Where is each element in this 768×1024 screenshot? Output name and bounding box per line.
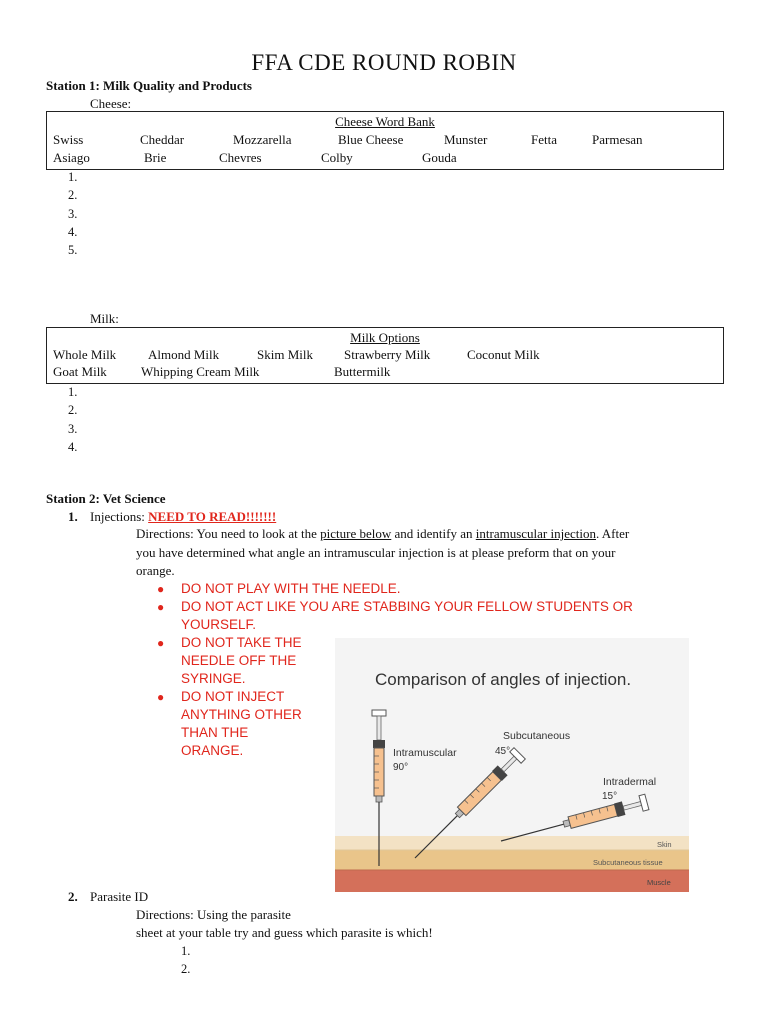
cheese-option: Swiss bbox=[53, 132, 84, 147]
subcutaneous-tissue-label: Subcutaneous tissue bbox=[593, 858, 663, 867]
intramuscular-link: intramuscular injection bbox=[475, 526, 596, 541]
station-1-heading: Station 1: Milk Quality and Products bbox=[46, 78, 252, 93]
cheese-word-bank bbox=[46, 111, 724, 170]
bullet-icon: ● bbox=[157, 636, 165, 650]
list-item: 4. bbox=[68, 439, 78, 454]
warning-text: YOURSELF. bbox=[181, 617, 257, 632]
parasite-id-label: Parasite ID bbox=[90, 889, 149, 904]
list-item: 1. bbox=[68, 170, 78, 184]
subcutaneous-angle: 45° bbox=[495, 746, 511, 757]
muscle-label: Muscle bbox=[647, 878, 671, 887]
intramuscular-label: Intramuscular bbox=[393, 747, 457, 759]
warning-text: NEEDLE OFF THE bbox=[181, 653, 297, 668]
cheese-option: Parmesan bbox=[592, 132, 643, 147]
item-2-number: 2. bbox=[68, 889, 78, 904]
cheese-option: Colby bbox=[321, 150, 353, 165]
directions-text: Directions: You need to look at the bbox=[136, 526, 317, 541]
cheese-label: Cheese: bbox=[90, 96, 132, 111]
milk-option: Goat Milk bbox=[53, 364, 107, 379]
warning-text: DO NOT TAKE THE bbox=[181, 635, 302, 650]
milk-option: Skim Milk bbox=[257, 347, 313, 362]
cheese-option: Cheddar bbox=[140, 132, 185, 147]
cheese-option: Blue Cheese bbox=[338, 132, 404, 147]
directions-text: you have determined what angle an intramuscular injection is at please preform that on your bbox=[136, 544, 616, 560]
list-item: 3. bbox=[68, 421, 78, 436]
directions-text: orange. bbox=[136, 563, 175, 578]
injection-angles-figure bbox=[335, 638, 689, 892]
list-item: 1. bbox=[68, 385, 78, 399]
list-item: 2. bbox=[181, 962, 191, 977]
warning-item bbox=[155, 580, 633, 598]
milk-options-box bbox=[46, 327, 724, 384]
cheese-bank-title: Cheese Word Bank bbox=[335, 114, 435, 129]
warning-text: THAN THE bbox=[181, 725, 249, 740]
warning-text: SYRINGE. bbox=[181, 671, 246, 686]
warning-text: ORANGE. bbox=[181, 743, 244, 758]
intramuscular-angle: 90° bbox=[393, 762, 409, 773]
milk-option: Whipping Cream Milk bbox=[141, 364, 260, 379]
intradermal-label: Intradermal bbox=[603, 776, 657, 788]
warning-text: DO NOT ACT LIKE YOU ARE STABBING YOUR FELLOW STUDENTS OR bbox=[181, 599, 633, 614]
directions-text: . After bbox=[595, 526, 630, 541]
warning-item bbox=[155, 598, 633, 634]
list-item: 3. bbox=[68, 206, 78, 221]
list-item: 5. bbox=[68, 243, 78, 258]
milk-label: Milk: bbox=[90, 311, 119, 326]
bullet-icon: ● bbox=[157, 600, 165, 614]
subcutaneous-label: Subcutaneous bbox=[503, 730, 571, 742]
cheese-answer-list bbox=[68, 168, 77, 259]
milk-answer-list bbox=[68, 383, 77, 456]
milk-options-title: Milk Options bbox=[350, 330, 420, 345]
parasite-directions-2: sheet at your table try and guess which parasite is which! bbox=[136, 925, 433, 940]
warning-text: DO NOT PLAY WITH THE NEEDLE. bbox=[181, 581, 401, 596]
milk-option: Almond Milk bbox=[148, 347, 220, 362]
warning-text: ANYTHING OTHER bbox=[181, 707, 302, 722]
item-1-number: 1. bbox=[68, 509, 78, 524]
page-title: FFA CDE ROUND ROBIN bbox=[251, 50, 517, 75]
intradermal-angle: 15° bbox=[602, 791, 618, 802]
bullet-icon: ● bbox=[157, 582, 165, 596]
list-item: 2. bbox=[68, 188, 78, 203]
picture-below-link: picture below bbox=[320, 526, 392, 541]
injection-directions bbox=[136, 525, 726, 581]
station-2-heading: Station 2: Vet Science bbox=[46, 491, 166, 506]
milk-option: Whole Milk bbox=[53, 347, 117, 362]
milk-option: Buttermilk bbox=[334, 364, 391, 379]
list-item: 4. bbox=[68, 224, 78, 239]
parasite-answer-list bbox=[181, 942, 190, 979]
warning-text: DO NOT INJECT bbox=[181, 689, 285, 704]
injections-line bbox=[90, 509, 276, 525]
muscle-layer bbox=[335, 870, 689, 892]
cheese-option: Mozzarella bbox=[233, 132, 292, 147]
need-to-read-alert: NEED TO READ!!!!!!! bbox=[148, 509, 277, 524]
directions-text: and identify an bbox=[394, 526, 473, 541]
cheese-option: Munster bbox=[444, 132, 488, 147]
milk-option: Strawberry Milk bbox=[344, 347, 431, 362]
parasite-directions-1: Directions: Using the parasite bbox=[136, 907, 291, 922]
bullet-icon: ● bbox=[157, 690, 165, 704]
cheese-option: Asiago bbox=[53, 150, 90, 165]
cheese-option: Gouda bbox=[422, 150, 457, 165]
figure-title: Comparison of angles of injection. bbox=[375, 670, 632, 689]
injections-label: Injections: bbox=[90, 509, 145, 524]
milk-option: Coconut Milk bbox=[467, 347, 540, 362]
cheese-option: Fetta bbox=[531, 132, 557, 147]
list-item: 1. bbox=[181, 944, 191, 958]
skin-label: Skin bbox=[657, 840, 672, 849]
cheese-option: Brie bbox=[144, 150, 167, 165]
cheese-option: Chevres bbox=[219, 150, 262, 165]
list-item: 2. bbox=[68, 403, 78, 418]
